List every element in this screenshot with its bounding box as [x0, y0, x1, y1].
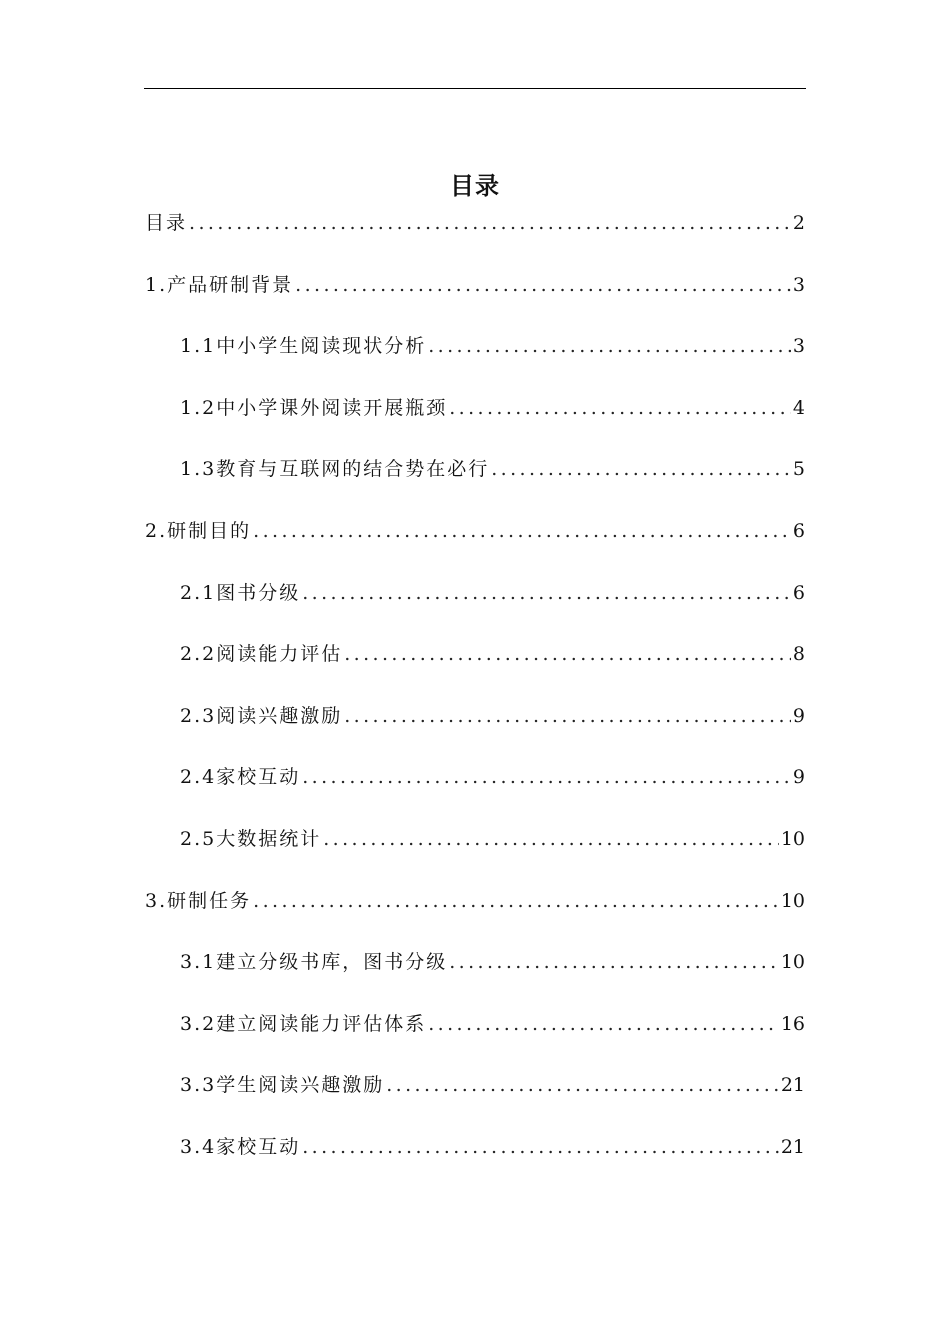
dot-leader — [449, 947, 779, 977]
dot-leader — [428, 1009, 779, 1039]
toc-entry-title: 2.5大数据统计 — [180, 828, 322, 850]
toc-entry[interactable] — [180, 762, 805, 792]
dot-leader — [295, 270, 791, 300]
toc-entry-title: 1.2中小学课外阅读开展瓶颈 — [180, 397, 448, 419]
toc-entry[interactable] — [180, 393, 805, 423]
toc-entry-title: 2.研制目的 — [145, 520, 252, 542]
dot-leader — [323, 824, 779, 854]
toc-entry-page: 6 — [792, 582, 805, 604]
page-title: 目录 — [450, 171, 500, 201]
dot-leader — [344, 639, 791, 669]
dot-leader — [449, 393, 791, 423]
toc-entry-title: 2.4家校互动 — [180, 766, 301, 788]
toc-entry-page: 10 — [780, 951, 805, 973]
toc-entry-page: 2 — [792, 212, 805, 234]
toc-entry-title: 2.1图书分级 — [180, 582, 301, 604]
toc-entry-page: 10 — [780, 890, 805, 912]
toc-entry[interactable] — [180, 454, 805, 484]
toc-entry[interactable] — [180, 947, 805, 977]
toc-entry-page: 3 — [792, 335, 805, 357]
toc-entry-title: 2.2阅读能力评估 — [180, 643, 343, 665]
toc-entry-page: 3 — [792, 274, 805, 296]
toc-entry-title: 3.研制任务 — [145, 890, 252, 912]
toc-entry[interactable] — [180, 578, 805, 608]
toc-entry[interactable] — [180, 331, 805, 361]
toc-entry-page: 16 — [780, 1013, 805, 1035]
toc-entry[interactable] — [180, 639, 805, 669]
dot-leader — [428, 331, 791, 361]
toc-entry[interactable] — [180, 701, 805, 731]
dot-leader — [344, 701, 791, 731]
dot-leader — [253, 516, 791, 546]
toc-entry[interactable] — [180, 1070, 805, 1100]
toc-entry-title: 目录 — [145, 212, 188, 234]
toc-entry-title: 3.3学生阅读兴趣激励 — [180, 1074, 385, 1096]
toc-entry-page: 21 — [780, 1136, 805, 1158]
dot-leader — [253, 886, 779, 916]
toc-entry[interactable] — [145, 208, 805, 238]
dot-leader — [302, 578, 791, 608]
dot-leader — [302, 762, 791, 792]
toc-entry[interactable] — [180, 824, 805, 854]
dot-leader — [386, 1070, 779, 1100]
dot-leader — [491, 454, 791, 484]
toc-entry-page: 10 — [780, 828, 805, 850]
toc-entry[interactable] — [180, 1132, 805, 1162]
toc-entry[interactable] — [145, 886, 805, 916]
toc-entry-title: 3.2建立阅读能力评估体系 — [180, 1013, 427, 1035]
toc-entry-page: 6 — [792, 520, 805, 542]
toc-entry-title: 3.1建立分级书库，图书分级 — [180, 951, 448, 973]
dot-leader — [189, 208, 791, 238]
toc-entry-title: 1.1中小学生阅读现状分析 — [180, 335, 427, 357]
toc-entry-title: 3.4家校互动 — [180, 1136, 301, 1158]
toc-entry-page: 21 — [780, 1074, 805, 1096]
toc-entry-page: 9 — [792, 705, 805, 727]
toc-entry[interactable] — [145, 516, 805, 546]
toc-entry-page: 8 — [792, 643, 805, 665]
toc-entry[interactable] — [145, 270, 805, 300]
dot-leader — [302, 1132, 779, 1162]
toc-entry-title: 1.3教育与互联网的结合势在必行 — [180, 458, 490, 480]
toc-entry-title: 2.3阅读兴趣激励 — [180, 705, 343, 727]
toc-entry-page: 4 — [792, 397, 805, 419]
toc-entry-page: 5 — [792, 458, 805, 480]
toc-entry-page: 9 — [792, 766, 805, 788]
toc-entry[interactable] — [180, 1009, 805, 1039]
toc-entry-title: 1.产品研制背景 — [145, 274, 294, 296]
